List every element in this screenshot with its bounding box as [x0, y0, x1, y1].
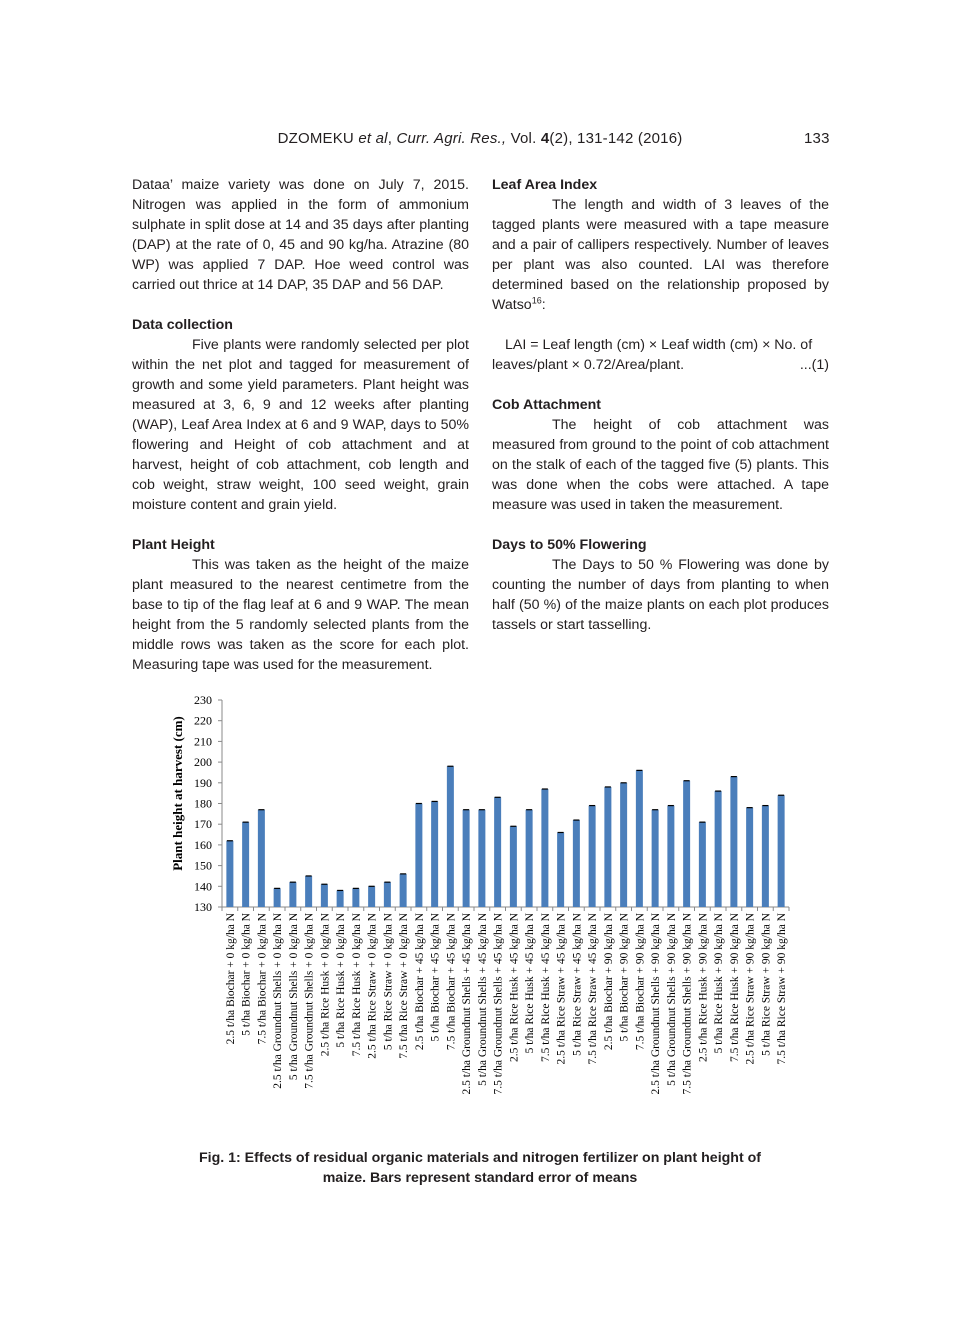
x-tick-label-27: 7.5 t/ha Biochar + 90 kg/ha N: [634, 913, 647, 1051]
flowering-paragraph: The Days to 50 % Flowering was done by counting the number of days from planting to when half (50 %) of the maize plants on each plot produces tassels or start tasselling.: [492, 557, 829, 633]
header-vol-prefix: Vol.: [510, 130, 537, 147]
x-tick-label-21: 7.5 t/ha Rice Husk + 45 kg/ha N: [539, 913, 552, 1062]
bar-20: [526, 810, 533, 907]
y-tick-label: 190: [194, 775, 212, 790]
x-tick-label-6: 7.5 t/ha Groundnut Shells + 0 kg/ha N: [303, 913, 316, 1089]
x-tick-label-19: 2.5 t/ha Rice Husk + 45 kg/ha N: [508, 913, 521, 1062]
plant-height-heading: Plant Height: [132, 537, 215, 553]
bar-14: [431, 801, 438, 907]
left-column: [132, 175, 469, 675]
bar-31: [699, 822, 706, 907]
lai-reference: 16: [531, 295, 542, 306]
equation-number: ...(1): [799, 357, 829, 373]
x-tick-label-8: 5 t/ha Rice Husk + 0 kg/ha N: [335, 913, 348, 1048]
bar-8: [337, 890, 344, 907]
cob-attachment-paragraph: The height of cob attachment was measured from ground to the point of cob attachment on the stalk of each of the tagged five (5) plants. This was done when the cobs were attached. A tape measure was used in taken the measurement.: [492, 417, 829, 513]
bar-29: [667, 806, 674, 907]
bar-11: [384, 882, 391, 907]
x-tick-label-23: 5 t/ha Rice Straw + 45 kg/ha N: [571, 913, 584, 1056]
x-tick-label-28: 2.5 t/ha Groundnut Shells + 90 kg/ha N: [650, 913, 663, 1095]
lai-paragraph: [492, 195, 829, 315]
y-tick-label: 230: [194, 693, 212, 707]
x-tick-label-18: 7.5 t/ha Groundnut Shells + 45 kg/ha N: [492, 913, 505, 1095]
bar-10: [368, 886, 375, 907]
bar-24: [589, 806, 596, 907]
x-tick-label-31: 2.5 t/ha Rice Husk + 90 kg/ha N: [697, 913, 710, 1062]
equation-line2-text: leaves/plant × 0.72/Area/plant.: [492, 357, 685, 373]
bar-27: [636, 770, 643, 907]
bar-19: [510, 826, 517, 907]
bar-3: [258, 810, 265, 907]
bar-5: [289, 882, 296, 907]
y-tick-label: 220: [194, 713, 212, 728]
x-tick-label-2: 5 t/ha Biochar + 0 kg/ha N: [240, 913, 253, 1036]
header-journal: Curr. Agri. Res.,: [396, 130, 507, 147]
y-tick-label: 170: [194, 817, 212, 832]
x-tick-label-29: 5 t/ha Groundnut Shells + 90 kg/ha N: [665, 913, 678, 1086]
lai-text: The length and width of 3 leaves of the tagged plants were measured with a tape measure and a pair of callipers respectively. Number of leaves per plant was also counted. LAI was therefore determined based on the relationship proposed by Watso: [492, 197, 829, 313]
x-tick-label-35: 5 t/ha Rice Straw + 90 kg/ha N: [760, 913, 773, 1056]
caption-line1: Fig. 1: Effects of residual organic materials and nitrogen fertilizer on plant height of: [198, 1150, 762, 1166]
bar-32: [715, 791, 722, 907]
bar-35: [762, 806, 769, 907]
x-tick-label-32: 5 t/ha Rice Husk + 90 kg/ha N: [713, 913, 726, 1054]
x-tick-label-14: 5 t/ha Biochar + 45 kg/ha N: [429, 913, 442, 1042]
y-tick-label: 160: [194, 837, 212, 852]
x-tick-label-15: 7.5 t/ha Biochar + 45 kg/ha N: [445, 913, 458, 1051]
header-author: DZOMEKU: [277, 130, 354, 147]
lai-colon: :: [541, 297, 546, 313]
y-tick-label: 140: [194, 879, 212, 894]
bar-7: [321, 884, 328, 907]
header-issue-pages: (2), 131-142 (2016): [549, 130, 683, 147]
x-tick-label-36: 7.5 t/ha Rice Straw + 90 kg/ha N: [776, 913, 789, 1065]
x-tick-label-16: 2.5 t/ha Groundnut Shells + 45 kg/ha N: [461, 913, 474, 1095]
bar-16: [463, 810, 470, 907]
running-header: DZOMEKU et al, Curr. Agri. Res., Vol. 4(2), 131-142 (2016) 133: [277, 130, 830, 147]
bar-6: [305, 876, 312, 907]
x-tick-label-17: 5 t/ha Groundnut Shells + 45 kg/ha N: [476, 913, 489, 1086]
bar-21: [541, 789, 548, 907]
x-tick-label-10: 2.5 t/ha Rice Straw + 0 kg/ha N: [366, 913, 379, 1059]
page-number: 133: [804, 130, 830, 147]
y-tick-label: 180: [194, 796, 212, 811]
bar-30: [683, 781, 690, 907]
y-axis-title: Plant height at harvest (cm): [170, 716, 185, 871]
y-tick-label: 150: [194, 858, 212, 873]
bar-17: [478, 810, 485, 907]
flowering-heading: Days to 50% Flowering: [492, 537, 647, 553]
x-tick-label-4: 2.5 t/ha Groundnut Shells + 0 kg/ha N: [272, 913, 285, 1089]
x-tick-label-26: 5 t/ha Biochar + 90 kg/ha N: [618, 913, 631, 1042]
bar-25: [604, 787, 611, 907]
x-tick-label-22: 2.5 t/ha Rice Straw + 45 kg/ha N: [555, 913, 568, 1065]
x-tick-label-25: 2.5 t/ha Biochar + 90 kg/ha N: [602, 913, 615, 1051]
cob-attachment-heading: Cob Attachment: [492, 397, 602, 413]
bar-23: [573, 820, 580, 907]
x-tick-label-12: 7.5 t/ha Rice Straw + 0 kg/ha N: [398, 913, 411, 1059]
bar-9: [352, 888, 359, 907]
caption-line2: maize. Bars represent standard error of means: [322, 1170, 638, 1186]
y-tick-label: 200: [194, 755, 212, 770]
bar-33: [730, 777, 737, 907]
x-tick-label-11: 5 t/ha Rice Straw + 0 kg/ha N: [382, 913, 395, 1051]
bar-4: [274, 888, 281, 907]
equation-line2: [492, 355, 829, 375]
bar-2: [242, 822, 249, 907]
bar-28: [652, 810, 659, 907]
lai-heading: Leaf Area Index: [492, 177, 598, 193]
y-tick-label: 210: [194, 734, 212, 749]
x-tick-label-34: 2.5 t/ha Rice Straw + 90 kg/ha N: [744, 913, 757, 1065]
data-collection-heading: Data collection: [132, 317, 233, 333]
bar-13: [415, 804, 422, 908]
bar-1: [226, 841, 233, 907]
bar-26: [620, 783, 627, 907]
right-column: [492, 175, 829, 635]
header-etal: et al: [358, 130, 388, 147]
x-tick-label-7: 2.5 t/ha Rice Husk + 0 kg/ha N: [319, 913, 332, 1057]
x-tick-label-13: 2.5 t/ha Biochar + 45 kg/ha N: [413, 913, 426, 1051]
plant-height-paragraph: This was taken as the height of the maize plant measured to the nearest centimetre from the base to tip of the flag leaf at 6 and 9 WAP. The mean height from the 5 randomly selected plants from the middle rows was taken as the score for each plot. Measuring tape was used for the measurement.: [132, 557, 469, 673]
x-tick-label-9: 7.5 t/ha Rice Husk + 0 kg/ha N: [350, 913, 363, 1057]
header-volume: 4: [540, 130, 550, 147]
data-collection-paragraph: Five plants were randomly selected per plot within the net plot and tagged for measurement of growth and some yield parameters. Plant height was measured at 3, 6, 9 and 12 weeks after planting (WAP), Leaf Area Index at 6 and 9 WAP, days to 50% flowering and Height of cob attachment and at harvest, height of cob attachment, cob length and cob weight, straw weight, 100 seed weight, grain moisture content and grain yield.: [132, 337, 469, 513]
equation-line1: LAI = Leaf length (cm) × Leaf width (cm) × No. of: [505, 337, 813, 353]
x-tick-label-20: 5 t/ha Rice Husk + 45 kg/ha N: [524, 913, 537, 1054]
x-tick-label-5: 5 t/ha Groundnut Shells + 0 kg/ha N: [287, 913, 300, 1081]
x-tick-label-33: 7.5 t/ha Rice Husk + 90 kg/ha N: [728, 913, 741, 1062]
bar-12: [400, 874, 407, 907]
bar-15: [447, 766, 454, 907]
x-tick-label-30: 7.5 t/ha Groundnut Shells + 90 kg/ha N: [681, 913, 694, 1095]
bar-22: [557, 832, 564, 907]
x-tick-label-3: 7.5 t/ha Biochar + 0 kg/ha N: [256, 913, 269, 1045]
x-tick-label-24: 7.5 t/ha Rice Straw + 45 kg/ha N: [587, 913, 600, 1065]
x-tick-label-1: 2.5 t/ha Biochar + 0 kg/ha N: [224, 913, 237, 1045]
bar-36: [778, 795, 785, 907]
plant-height-bar-chart: [165, 688, 795, 1143]
intro-paragraph: Dataa’ maize variety was done on July 7, 2015. Nitrogen was applied in the form of ammonium sulphate in split dose at 14 and 35 days after planting (DAP) at the rate of 0, 45 and 90 kg/ha. Atrazine (80 WP) was applied 7 DAP. Hoe weed control was carried out thrice at 14 DAP, 35 DAP and 56 DAP.: [132, 177, 469, 293]
figure-caption: [130, 1148, 830, 1188]
bar-34: [746, 808, 753, 907]
y-tick-label: 130: [194, 900, 212, 914]
bar-18: [494, 797, 501, 907]
